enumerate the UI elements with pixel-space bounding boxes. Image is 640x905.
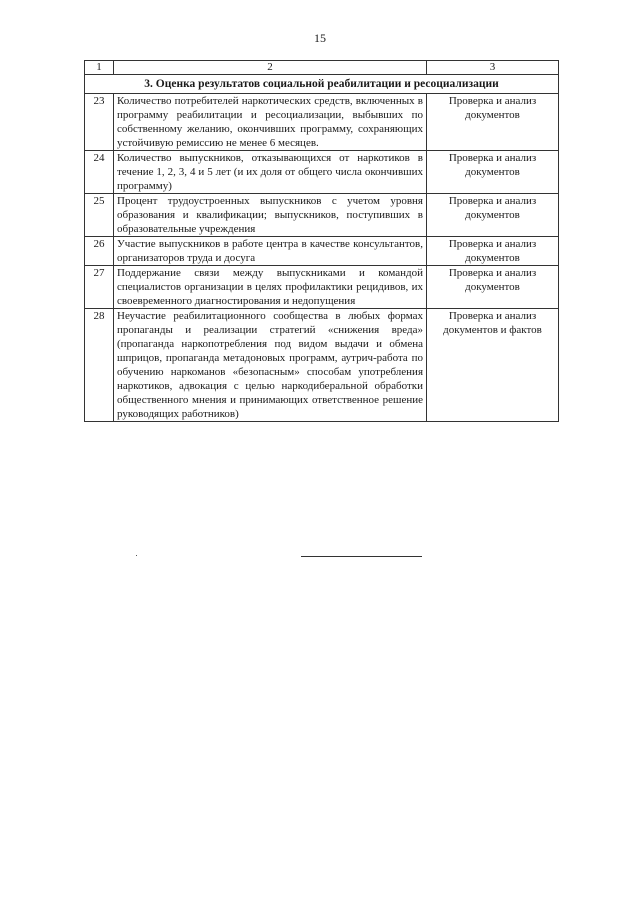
row-method: Проверка и анализ документов	[427, 266, 559, 309]
row-method: Проверка и анализ документов и фактов	[427, 309, 559, 422]
row-method: Проверка и анализ документов	[427, 237, 559, 266]
column-number-3: 3	[427, 61, 559, 75]
row-number: 25	[85, 194, 114, 237]
table-row	[85, 94, 559, 151]
row-description: Участие выпускников в работе центра в качестве консультантов, организаторов труда и досуга	[114, 237, 427, 266]
row-number: 23	[85, 94, 114, 151]
row-number: 24	[85, 151, 114, 194]
row-number: 27	[85, 266, 114, 309]
column-number-2: 2	[114, 61, 427, 75]
page-number: 15	[314, 31, 326, 45]
signature-line	[301, 556, 422, 557]
row-number: 28	[85, 309, 114, 422]
section-row	[85, 75, 559, 94]
row-description: Процент трудоустроенных выпускников с учетом уровня образования и квалификации; выпускников, поступивших в образовательные учреждения	[114, 194, 427, 237]
column-number-row	[85, 61, 559, 75]
row-method: Проверка и анализ документов	[427, 94, 559, 151]
row-method: Проверка и анализ документов	[427, 194, 559, 237]
row-number: 26	[85, 237, 114, 266]
row-method: Проверка и анализ документов	[427, 151, 559, 194]
criteria-table	[84, 60, 559, 422]
row-description: Поддержание связи между выпускниками и командой специалистов организации в целях профилактики рецидивов, их своевременного диагностирования и недопущения	[114, 266, 427, 309]
table-row	[85, 194, 559, 237]
row-description: Количество потребителей наркотических средств, включенных в программу реабилитации и ресоциализации, выбывших по собственному желанию, окончивших программу, сохраняющих устойчивую ремиссию не менее 6 месяцев.	[114, 94, 427, 151]
stray-dot	[136, 555, 137, 556]
row-description: Количество выпускников, отказывающихся от наркотиков в течение 1, 2, 3, 4 и 5 лет (и их доля от общего числа окончивших программу)	[114, 151, 427, 194]
table-row	[85, 309, 559, 422]
row-description: Неучастие реабилитационного сообщества в любых формах пропаганды и реализации стратегий «снижения вреда» (пропаганда наркопотребления под видом выдачи и обмена шприцов, пропаганда метадоновых программ, аутрич-работа по обучению наркоманов «безопасным» способам употребления наркотиков, адвокация с целью наркодиберальной обработки общественного мнения и принимающих ответственное решение руководящих работников)	[114, 309, 427, 422]
table-row	[85, 151, 559, 194]
section-title: 3. Оценка результатов социальной реабилитации и ресоциализации	[85, 75, 559, 94]
column-number-1: 1	[85, 61, 114, 75]
table-row	[85, 266, 559, 309]
table-row	[85, 237, 559, 266]
